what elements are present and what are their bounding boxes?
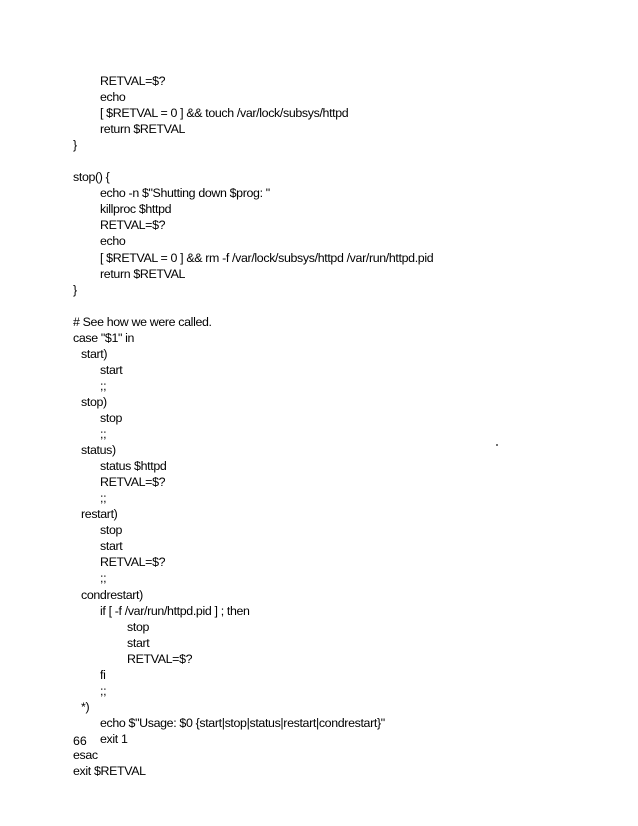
code-line: return $RETVAL bbox=[100, 266, 186, 281]
shell-script-listing bbox=[73, 73, 433, 779]
code-line: start bbox=[100, 362, 123, 377]
code-line: status $httpd bbox=[100, 459, 167, 474]
code-line: if [ -f /var/run/httpd.pid ] ; then bbox=[100, 603, 250, 618]
code-line: ;; bbox=[100, 378, 107, 393]
code-line: RETVAL=$? bbox=[100, 218, 166, 233]
code-line: } bbox=[73, 138, 77, 153]
code-line: stop) bbox=[81, 394, 107, 409]
code-line: killproc $httpd bbox=[100, 202, 172, 217]
code-line: RETVAL=$? bbox=[100, 555, 166, 570]
code-line: } bbox=[73, 282, 77, 297]
code-line: exit $RETVAL bbox=[73, 764, 146, 779]
code-line: [ $RETVAL = 0 ] && touch /var/lock/subsys/httpd bbox=[100, 106, 349, 121]
code-line: condrestart) bbox=[81, 587, 143, 602]
code-line: echo -n $"Shutting down $prog: " bbox=[100, 186, 270, 201]
code-line: # See how we were called. bbox=[73, 314, 212, 329]
code-line: [ $RETVAL = 0 ] && rm -f /var/lock/subsys/httpd /var/run/httpd.pid bbox=[100, 250, 434, 265]
code-line: start) bbox=[81, 346, 108, 361]
code-line: esac bbox=[73, 747, 98, 762]
code-line: exit 1 bbox=[100, 731, 128, 746]
code-line: restart) bbox=[81, 507, 118, 522]
code-line: RETVAL=$? bbox=[127, 651, 193, 666]
code-line: ;; bbox=[100, 683, 107, 698]
code-line: stop() { bbox=[73, 170, 110, 185]
code-line: RETVAL=$? bbox=[100, 475, 166, 490]
page-number: 66 bbox=[73, 734, 87, 748]
code-line: case "$1" in bbox=[73, 330, 135, 345]
code-line: ;; bbox=[100, 571, 107, 586]
code-line: return $RETVAL bbox=[100, 122, 186, 137]
stray-mark bbox=[496, 444, 498, 446]
code-line: fi bbox=[100, 667, 106, 682]
code-line: ;; bbox=[100, 427, 107, 442]
code-line: echo bbox=[100, 90, 126, 105]
code-line: start bbox=[100, 539, 123, 554]
code-line: ;; bbox=[100, 491, 107, 506]
code-line: stop bbox=[100, 523, 123, 538]
code-line: RETVAL=$? bbox=[100, 74, 166, 88]
code-line: *) bbox=[81, 699, 90, 714]
blank-line bbox=[73, 298, 433, 314]
code-line: status) bbox=[81, 443, 116, 458]
code-line: start bbox=[127, 635, 150, 650]
code-line: echo bbox=[100, 234, 126, 249]
code-line: echo $"Usage: $0 {start|stop|status|restart|condrestart}" bbox=[100, 715, 385, 730]
blank-line bbox=[73, 153, 433, 169]
code-line: stop bbox=[100, 410, 123, 425]
code-line: stop bbox=[127, 619, 150, 634]
